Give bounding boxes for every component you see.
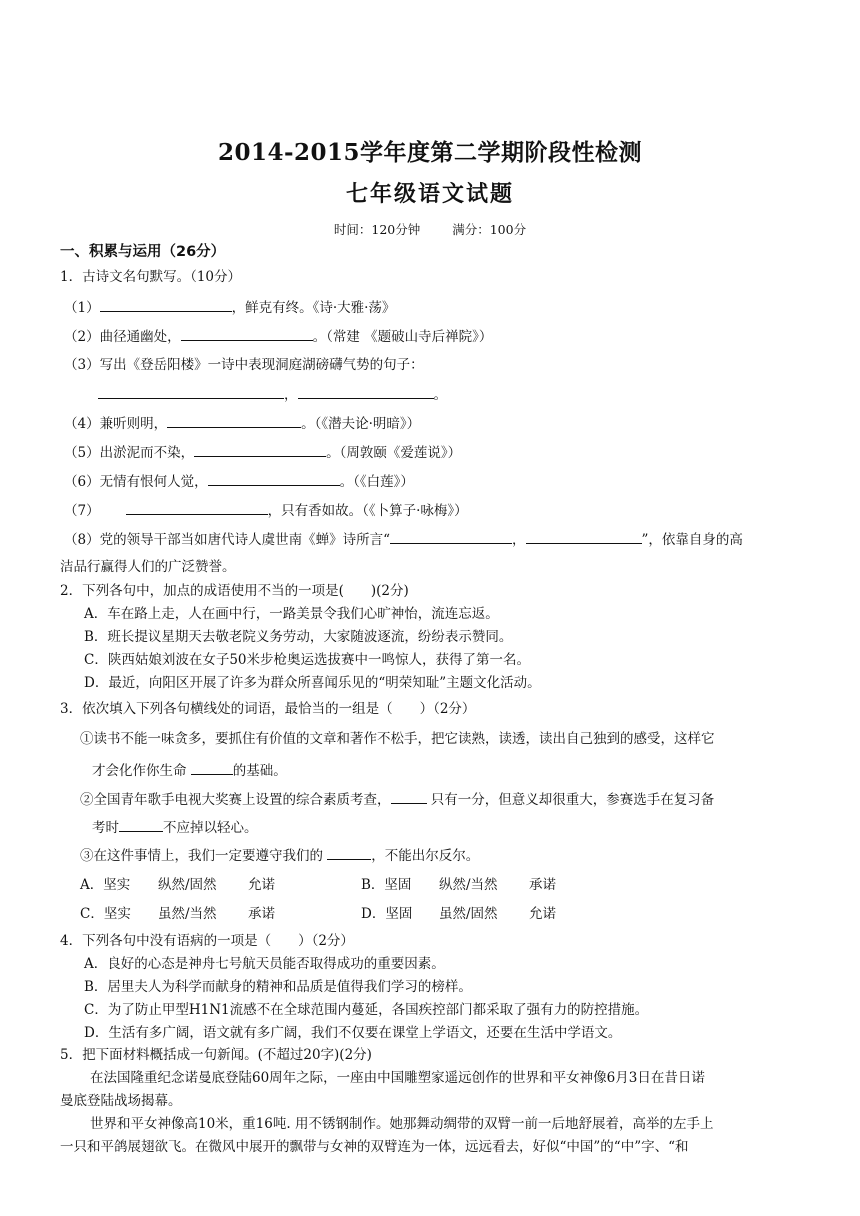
- answer-blank[interactable]: [98, 384, 284, 399]
- q1-item-2-pre: （2）曲径通幽处，: [64, 329, 181, 345]
- answer-blank[interactable]: [390, 529, 512, 544]
- q1-item-3: （3）写出《登岳阳楼》一诗中表现洞庭湖磅礴气势的句子：: [64, 357, 424, 373]
- q1-item-6-pre: （6）无情有恨何人觉，: [64, 474, 208, 490]
- separator: 。: [433, 387, 447, 403]
- q3-option-a: A．坚实: [80, 877, 131, 893]
- q2-option-d: D．最近，向阳区开展了许多为群众所喜闻乐见的“明荣知耻”主题文化活动。: [84, 675, 541, 691]
- answer-blank[interactable]: [298, 384, 434, 399]
- q2-option-b: B．班长提议星期天去敬老院义务劳动，大家随波逐流，纷纷表示赞同。: [84, 629, 513, 645]
- q3-s2-pre: ②全国青年歌手电视大奖赛上设置的综合素质考查，: [80, 792, 391, 808]
- q3-option-c: C．坚实: [80, 906, 131, 922]
- q5-para-2: 世界和平女神像高10米，重16吨. 用不锈钢制作。她那舞动绸带的双臂一前一后地舒展着，高举的左手上: [90, 1116, 714, 1132]
- separator: ，: [512, 532, 526, 548]
- q1-stem: 1．古诗文名句默写。（10分）: [60, 269, 242, 285]
- answer-blank[interactable]: [391, 789, 427, 804]
- answer-blank[interactable]: [327, 845, 371, 860]
- q1-item-6: [64, 471, 414, 491]
- q1-item-1-pre: （1）: [64, 300, 100, 316]
- q1-item-6-post: 。（《白莲》）: [339, 474, 414, 490]
- q3-sentence-1-cont: [92, 760, 287, 780]
- q1-item-5-pre: （5）出淤泥而不染，: [64, 445, 195, 461]
- q3-option-d-w2: 虽然/固然: [439, 906, 498, 922]
- q2-option-c: C．陕西姑娘刘波在女子50米步枪奥运选拔赛中一鸣惊人，获得了第一名。: [84, 652, 531, 668]
- exam-meta: [0, 220, 860, 238]
- q3-option-a-w2: 纵然/固然: [158, 877, 217, 893]
- q1-item-7-pre: （7）: [64, 503, 100, 519]
- q4-option-d: D．生活有多广阔，语文就有多广阔，我们不仅要在课堂上学语文，还要在生活中学语文。: [84, 1025, 622, 1041]
- q1-item-7: [64, 500, 468, 520]
- q3-sentence-3: [80, 845, 479, 865]
- answer-blank[interactable]: [526, 529, 642, 544]
- exam-time: 时间：120分钟: [333, 222, 421, 237]
- separator: ，: [284, 387, 298, 403]
- q1-item-8-pre: （8）党的领导干部当如唐代诗人虞世南《蝉》诗所言“: [64, 532, 390, 548]
- exam-title: 2014-2015学年度第二学期阶段性检测: [217, 139, 643, 166]
- exam-score: 满分：100分: [452, 222, 527, 237]
- q1-item-5-post: 。（周敦颐《爱莲说》）: [326, 445, 462, 461]
- q1-item-5: [64, 442, 461, 462]
- q5-para-2-cont: 一只和平鸽展翅欲飞。在微风中展开的飘带与女神的双臂连为一体，远远看去，好似“中国”的“中”字、“和: [60, 1139, 689, 1155]
- answer-blank[interactable]: [126, 500, 268, 515]
- q3-option-d-w3: 允诺: [529, 906, 556, 922]
- q1-item-2-post: 。（常建 《题破山寺后禅院》）: [312, 329, 493, 345]
- q3-option-c-w3: 承诺: [248, 906, 275, 922]
- q3-option-d: D．坚固: [361, 906, 413, 922]
- q1-item-1: [64, 297, 395, 317]
- answer-blank[interactable]: [181, 326, 313, 341]
- q3-s2b-pre: 考时: [92, 820, 119, 836]
- q3-s2b-post: 不应掉以轻心。: [163, 820, 258, 836]
- q1-item-3-answer: [98, 384, 447, 404]
- q4-option-a: A．良好的心态是神舟七号航天员能否取得成功的重要因素。: [84, 956, 445, 972]
- q1-item-8-cont: 洁品行赢得人们的广泛赞誉。: [60, 559, 236, 575]
- q1-item-4-post: 。（《潜夫论·明暗》）: [301, 416, 421, 432]
- answer-blank[interactable]: [194, 442, 326, 457]
- q1-item-4-pre: （4）兼听则明，: [64, 416, 168, 432]
- q4-option-c: C．为了防止甲型H1N1流感不在全球范围内蔓延，各国疾控部门都采取了强有力的防控措施。: [84, 1002, 649, 1018]
- q5-para-1-cont: 曼底登陆战场揭幕。: [60, 1093, 182, 1109]
- q3-s1-post: 的基础。: [232, 763, 287, 779]
- answer-blank[interactable]: [191, 760, 233, 775]
- q3-s2-post: 只有一分，但意义却很重大，参赛选手在复习备: [426, 792, 715, 808]
- q3-sentence-2: [80, 789, 714, 809]
- q3-option-b-w2: 纵然/当然: [439, 877, 498, 893]
- q1-item-4: [64, 413, 420, 433]
- q3-sentence-1: ①读书不能一味贪多，要抓住有价值的文章和著作不松手，把它读熟，读透，读出自己独到的感受，这样它: [80, 731, 715, 747]
- q3-option-a-w3: 允诺: [248, 877, 275, 893]
- q1-item-8-post: ”，依靠自身的高: [641, 532, 743, 548]
- q3-s3-pre: ③在这件事情上，我们一定要遵守我们的: [80, 848, 328, 864]
- q1-item-2: [64, 326, 492, 346]
- q3-s3-post: ，不能出尔反尔。: [371, 848, 480, 864]
- q3-sentence-2-cont: [92, 817, 258, 837]
- q3-option-c-w2: 虽然/当然: [158, 906, 217, 922]
- q5-stem: 5．把下面材料概括成一句新闻。(不超过20字)(2分): [60, 1047, 372, 1063]
- answer-blank[interactable]: [167, 413, 301, 428]
- exam-subtitle: 七年级语文试题: [345, 181, 514, 207]
- q5-para-1: 在法国隆重纪念诺曼底登陆60周年之际，一座由中国雕塑家遥远创作的世界和平女神像6月3日在昔日诺: [90, 1070, 705, 1086]
- q2-option-a: A．车在路上走，人在画中行，一路美景令我们心旷神怡，流连忘返。: [84, 606, 499, 622]
- answer-blank[interactable]: [100, 297, 232, 312]
- q3-option-b: B．坚固: [361, 877, 412, 893]
- q3-s1-pre: 才会化作你生命: [92, 763, 191, 779]
- q4-option-b: B．居里夫人为科学而献身的精神和品质是值得我们学习的榜样。: [84, 979, 472, 995]
- q3-option-b-w3: 承诺: [529, 877, 556, 893]
- q3-stem: 3．依次填入下列各句横线处的词语，最恰当的一组是（ ）（2分）: [60, 701, 476, 717]
- answer-blank[interactable]: [208, 471, 340, 486]
- section-heading: 一、积累与运用（26分）: [60, 244, 226, 260]
- answer-blank[interactable]: [119, 817, 163, 832]
- q4-stem: 4．下列各句中没有语病的一项是（ ）（2分）: [60, 933, 354, 949]
- q1-item-1-post: ，鲜克有终。《诗·大雅·荡》: [231, 300, 396, 316]
- q1-item-7-post: ，只有香如故。（《卜算子·咏梅》）: [267, 503, 468, 519]
- q1-item-8: [64, 529, 743, 549]
- q2-stem: 2．下列各句中，加点的成语使用不当的一项是( )(2分): [60, 583, 409, 599]
